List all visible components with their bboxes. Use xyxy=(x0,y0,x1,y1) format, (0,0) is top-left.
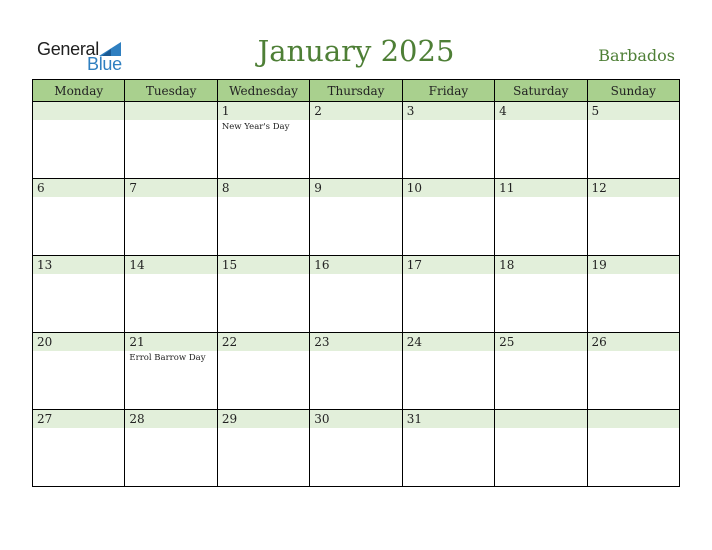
calendar-day-cell[interactable] xyxy=(310,410,402,487)
day-number: 21 xyxy=(129,335,145,349)
weekday-header-sunday: Sunday xyxy=(587,80,679,102)
day-cell-content xyxy=(33,179,124,255)
weekday-header-thursday: Thursday xyxy=(310,80,402,102)
day-number: 28 xyxy=(129,412,145,426)
day-cell-content xyxy=(310,256,401,332)
calendar-day-cell[interactable] xyxy=(125,102,217,179)
calendar-day-cell[interactable] xyxy=(33,102,125,179)
calendar-day-cell[interactable] xyxy=(587,179,679,256)
day-number: 5 xyxy=(591,104,600,118)
day-cell-content xyxy=(403,256,494,332)
calendar-day-cell[interactable] xyxy=(495,102,587,179)
day-number-band xyxy=(403,410,494,428)
day-cell-content xyxy=(403,179,494,255)
day-cell-content xyxy=(218,410,309,486)
day-number-band xyxy=(125,410,216,428)
day-number-band xyxy=(495,102,586,120)
day-number: 15 xyxy=(221,258,238,272)
day-cell-content xyxy=(495,410,586,486)
day-cell-content xyxy=(495,256,586,332)
calendar-day-cell[interactable] xyxy=(495,333,587,410)
generalblue-logo xyxy=(37,38,127,74)
calendar-week-row xyxy=(33,102,680,179)
day-number-band xyxy=(218,102,309,120)
day-cell-content xyxy=(588,410,679,486)
calendar-day-cell[interactable] xyxy=(495,410,587,487)
day-number-band xyxy=(218,179,309,197)
calendar-week-row xyxy=(33,410,680,487)
calendar-day-cell[interactable] xyxy=(402,256,494,333)
day-number-band xyxy=(218,410,309,428)
day-number-band xyxy=(310,256,401,274)
day-cell-content xyxy=(588,256,679,332)
calendar-day-cell[interactable] xyxy=(587,256,679,333)
day-number-band xyxy=(218,333,309,351)
day-number-band xyxy=(310,333,401,351)
day-number: 30 xyxy=(314,412,330,426)
calendar-day-cell[interactable] xyxy=(33,410,125,487)
day-number-band xyxy=(310,102,401,120)
day-cell-content xyxy=(310,102,401,178)
calendar-day-cell[interactable] xyxy=(217,333,309,410)
calendar-day-cell[interactable] xyxy=(587,333,679,410)
calendar-day-cell[interactable] xyxy=(310,102,402,179)
day-number: 2 xyxy=(314,104,322,118)
day-cell-content xyxy=(495,102,586,178)
day-cell-content xyxy=(403,102,494,178)
day-number-band xyxy=(33,256,124,274)
day-number: 31 xyxy=(406,412,422,426)
day-number-band xyxy=(495,333,586,351)
calendar-day-cell[interactable] xyxy=(33,333,125,410)
day-cell-content xyxy=(310,179,401,255)
day-number-band xyxy=(588,179,679,197)
day-cell-content xyxy=(125,410,216,486)
day-number: 8 xyxy=(221,181,230,195)
day-number-band xyxy=(33,102,124,120)
day-number-band xyxy=(125,179,216,197)
calendar-grid xyxy=(32,79,680,487)
day-cell-content xyxy=(33,256,124,332)
holiday-label: New Year's Day xyxy=(221,122,290,132)
day-number-band xyxy=(588,102,679,120)
day-cell-content xyxy=(495,333,586,409)
day-cell-content xyxy=(218,333,309,409)
day-number-band xyxy=(218,256,309,274)
weekday-header-saturday: Saturday xyxy=(495,80,587,102)
day-cell-content xyxy=(218,179,309,255)
calendar-day-cell[interactable] xyxy=(402,333,494,410)
day-number-band xyxy=(403,333,494,351)
day-number-band xyxy=(125,333,216,351)
day-cell-content xyxy=(495,179,586,255)
day-number-band xyxy=(495,179,586,197)
day-cell-content xyxy=(125,102,216,178)
calendar-day-cell[interactable] xyxy=(310,333,402,410)
day-number: 12 xyxy=(591,181,607,195)
calendar-day-cell[interactable] xyxy=(217,256,309,333)
day-cell-content xyxy=(588,102,679,178)
holiday-label: Errol Barrow Day xyxy=(129,353,206,363)
day-number-band xyxy=(33,333,124,351)
day-number: 7 xyxy=(129,181,138,195)
day-number-band xyxy=(33,410,124,428)
day-number-band xyxy=(33,179,124,197)
day-number-band xyxy=(310,410,401,428)
day-cell-content xyxy=(33,102,124,178)
day-number: 3 xyxy=(406,104,415,118)
day-number: 27 xyxy=(37,412,53,426)
calendar-week-row xyxy=(33,179,680,256)
day-cell-content xyxy=(310,333,401,409)
day-number: 17 xyxy=(406,258,422,272)
logo-word-general: General xyxy=(37,39,99,59)
calendar-day-cell[interactable] xyxy=(495,179,587,256)
day-cell-content xyxy=(33,410,124,486)
day-number-band xyxy=(125,102,216,120)
day-number-band xyxy=(588,256,679,274)
day-cell-content xyxy=(218,256,309,332)
day-number: 6 xyxy=(37,181,45,195)
calendar-day-cell[interactable] xyxy=(587,410,679,487)
day-number: 9 xyxy=(314,181,322,195)
day-cell-content xyxy=(125,256,216,332)
day-number: 18 xyxy=(499,258,515,272)
day-number: 20 xyxy=(37,335,53,349)
calendar-title: January 2025 xyxy=(257,34,455,68)
day-number: 29 xyxy=(221,412,238,426)
calendar-day-cell[interactable] xyxy=(125,410,217,487)
calendar-day-cell[interactable] xyxy=(217,102,309,179)
calendar-day-cell[interactable] xyxy=(310,256,402,333)
day-number-band xyxy=(495,256,586,274)
day-cell-content xyxy=(403,333,494,409)
calendar-week-row xyxy=(33,256,680,333)
day-number-band xyxy=(403,102,494,120)
day-number-band xyxy=(588,410,679,428)
calendar-day-cell[interactable] xyxy=(310,179,402,256)
day-number-band xyxy=(125,256,216,274)
calendar-day-cell[interactable] xyxy=(33,256,125,333)
day-number: 22 xyxy=(221,335,238,349)
day-number: 14 xyxy=(129,258,145,272)
day-cell-content xyxy=(218,102,309,178)
weekday-header-tuesday: Tuesday xyxy=(125,80,217,102)
day-number-band xyxy=(588,333,679,351)
weekday-header-wednesday: Wednesday xyxy=(217,80,309,102)
weekday-header-monday: Monday xyxy=(33,80,125,102)
day-cell-content xyxy=(33,333,124,409)
day-number: 24 xyxy=(406,335,422,349)
country-name: Barbados xyxy=(598,46,675,65)
calendar-week-row xyxy=(33,333,680,410)
day-number-band xyxy=(495,410,586,428)
day-number: 4 xyxy=(499,104,507,118)
day-number: 19 xyxy=(591,258,607,272)
day-number: 25 xyxy=(499,335,515,349)
day-number: 16 xyxy=(314,258,330,272)
calendar-day-cell[interactable] xyxy=(495,256,587,333)
day-cell-content xyxy=(125,333,216,409)
day-cell-content xyxy=(310,410,401,486)
day-number: 26 xyxy=(591,335,607,349)
day-cell-content xyxy=(588,179,679,255)
calendar-day-cell[interactable] xyxy=(402,179,494,256)
day-number: 10 xyxy=(406,181,422,195)
day-number-band xyxy=(403,256,494,274)
day-number-band xyxy=(310,179,401,197)
calendar-day-cell[interactable] xyxy=(125,333,217,410)
calendar-day-cell[interactable] xyxy=(125,256,217,333)
calendar-day-cell[interactable] xyxy=(217,179,309,256)
weekday-header-row xyxy=(33,80,680,102)
day-number: 1 xyxy=(221,104,230,118)
calendar-body xyxy=(33,102,680,487)
day-number-band xyxy=(403,179,494,197)
calendar-day-cell[interactable] xyxy=(33,179,125,256)
calendar-day-cell[interactable] xyxy=(587,102,679,179)
logo-word-blue: Blue xyxy=(87,54,122,74)
day-cell-content xyxy=(403,410,494,486)
weekday-header-friday: Friday xyxy=(402,80,494,102)
calendar-day-cell[interactable] xyxy=(217,410,309,487)
day-number: 23 xyxy=(314,335,330,349)
calendar-day-cell[interactable] xyxy=(402,410,494,487)
day-cell-content xyxy=(588,333,679,409)
calendar-day-cell[interactable] xyxy=(125,179,217,256)
calendar-day-cell[interactable] xyxy=(402,102,494,179)
day-cell-content xyxy=(125,179,216,255)
day-number: 11 xyxy=(499,181,515,195)
day-number: 13 xyxy=(37,258,53,272)
